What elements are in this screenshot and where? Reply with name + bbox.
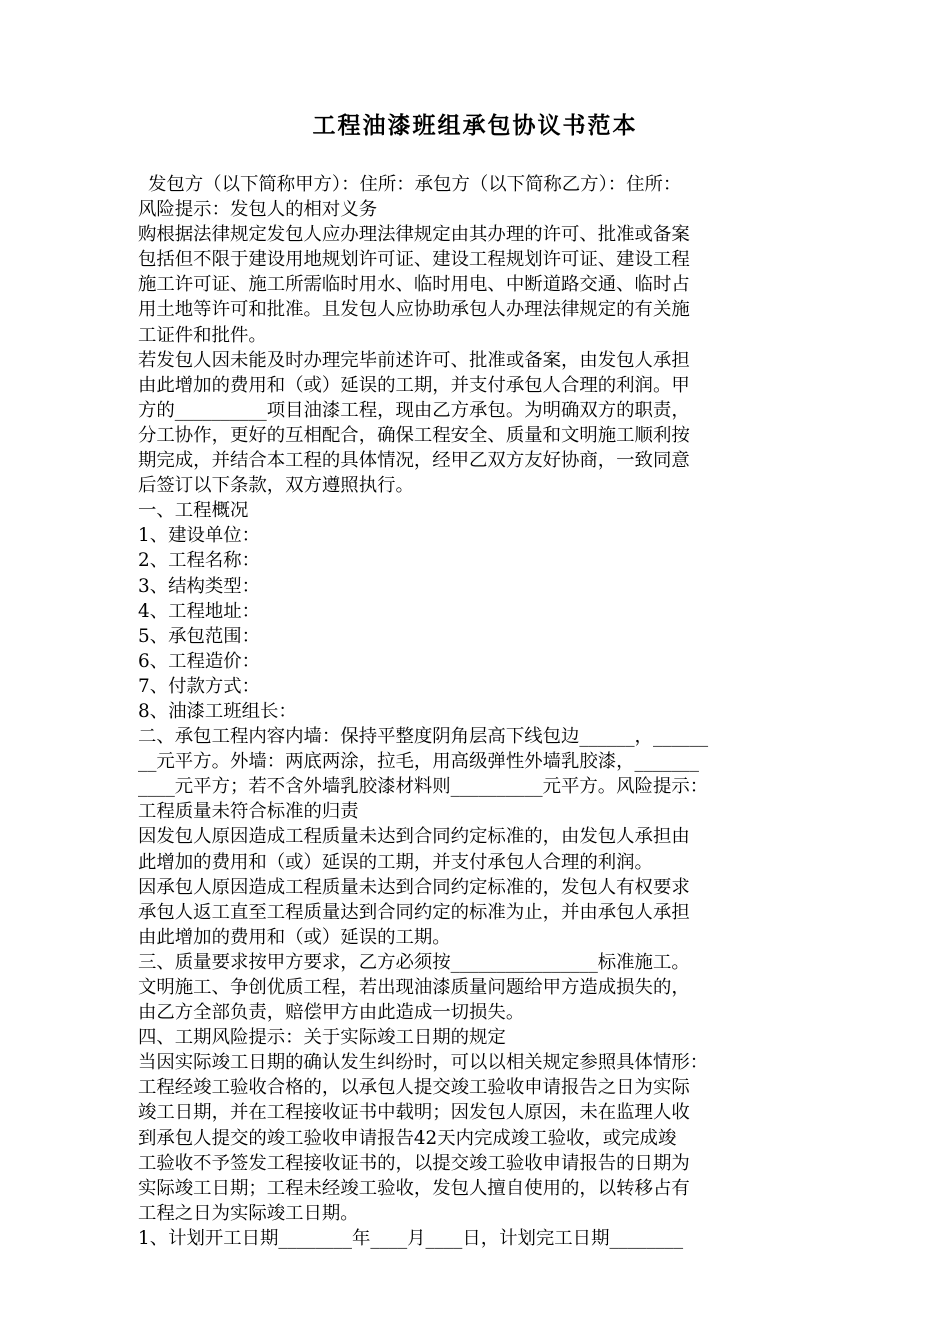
body-line: ____元平方；若不含外墙乳胶漆材料则__________元平方。风险提示： <box>138 776 709 798</box>
body-line: 到承包人提交的竣工验收申请报告42天内完成竣工验收，或完成竣 <box>138 1127 677 1149</box>
body-line: 工程之日为实际竣工日期。 <box>138 1202 359 1224</box>
list-item: 4、工程地址： <box>138 600 261 622</box>
list-item: 1、计划开工日期________年____月____日，计划完工日期________ <box>138 1227 684 1249</box>
list-item: 7、付款方式： <box>138 675 261 697</box>
body-line: 工验收不予签发工程接收证书的，以提交竣工验收申请报告的日期为 <box>138 1152 690 1174</box>
body-line: 若发包人因未能及时办理完毕前述许可、批准或备案，由发包人承担 <box>138 349 690 371</box>
body-line: 购根据法律规定发包人应办理法律规定由其办理的许可、批准或备案 <box>138 224 690 246</box>
section-heading: 一、工程概况 <box>138 500 249 522</box>
list-item: 3、结构类型： <box>138 575 261 597</box>
body-line: 因发包人原因造成工程质量未达到合同约定标准的，由发包人承担由 <box>138 826 690 848</box>
body-line: 风险提示：发包人的相对义务 <box>138 199 378 221</box>
document-title: 工程油漆班组承包协议书范本 <box>312 112 638 139</box>
body-line: 由此增加的费用和（或）延误的工期。 <box>138 926 451 948</box>
body-line: 发包方（以下简称甲方）：住所：承包方（以下简称乙方）：住所： <box>148 174 682 195</box>
body-line: 竣工日期，并在工程接收证书中载明；因发包人原因，未在监理人收 <box>138 1102 690 1124</box>
body-line: 工证件和批件。 <box>138 324 267 346</box>
body-line: 实际竣工日期；工程未经竣工验收，发包人擅自使用的，以转移占有 <box>138 1177 690 1199</box>
body-line: 施工许可证、施工所需临时用水、临时用电、中断道路交通、临时占 <box>138 274 690 296</box>
body-line: 后签订以下条款，双方遵照执行。 <box>138 475 414 497</box>
body-line: 当因实际竣工日期的确认发生纠纷时，可以以相关规定参照具体情形： <box>138 1052 709 1074</box>
document-body <box>138 172 838 1251</box>
section-heading: 三、质量要求按甲方要求，乙方必须按________________标准施工。 <box>138 951 690 973</box>
body-line: 此增加的费用和（或）延误的工期，并支付承包人合理的利润。 <box>138 851 653 873</box>
list-item: 6、工程造价： <box>138 650 261 672</box>
body-line: 由此增加的费用和（或）延误的工期，并支付承包人合理的利润。甲 <box>138 374 690 396</box>
list-item: 1、建设单位： <box>138 525 261 547</box>
body-line: __元平方。外墙：两底两涂，拉毛，用高级弹性外墙乳胶漆，_______ <box>138 751 699 773</box>
section-heading: 二、承包工程内容内墙：保持平整度阴角层高下线包边______，______ <box>138 726 709 748</box>
body-line: 工程经竣工验收合格的，以承包人提交竣工验收申请报告之日为实际 <box>138 1077 690 1099</box>
list-item: 5、承包范围： <box>138 625 261 647</box>
body-line: 包括但不限于建设用地规划许可证、建设工程规划许可证、建设工程 <box>138 249 690 271</box>
body-line: 期完成，并结合本工程的具体情况，经甲乙双方友好协商，一致同意 <box>138 450 690 472</box>
list-item: 8、油漆工班组长： <box>138 700 297 722</box>
body-line: 因承包人原因造成工程质量未达到合同约定标准的，发包人有权要求 <box>138 876 690 898</box>
body-line: 文明施工、争创优质工程，若出现油漆质量问题给甲方造成损失的， <box>138 977 690 998</box>
body-line: 工程质量未符合标准的归责 <box>138 801 359 823</box>
body-line: 由乙方全部负责，赔偿甲方由此造成一切损失。 <box>138 1002 525 1024</box>
body-line: 方的__________项目油漆工程，现由乙方承包。为明确双方的职责， <box>138 399 690 421</box>
list-item: 2、工程名称： <box>138 550 261 572</box>
body-line: 承包人返工直至工程质量达到合同约定的标准为止，并由承包人承担 <box>138 901 690 923</box>
body-line: 用土地等许可和批准。且发包人应协助承包人办理法律规定的有关施 <box>138 299 690 321</box>
body-line: 分工协作，更好的互相配合，确保工程安全、质量和文明施工顺利按 <box>138 424 690 446</box>
section-heading: 四、工期风险提示：关于实际竣工日期的规定 <box>138 1027 506 1049</box>
